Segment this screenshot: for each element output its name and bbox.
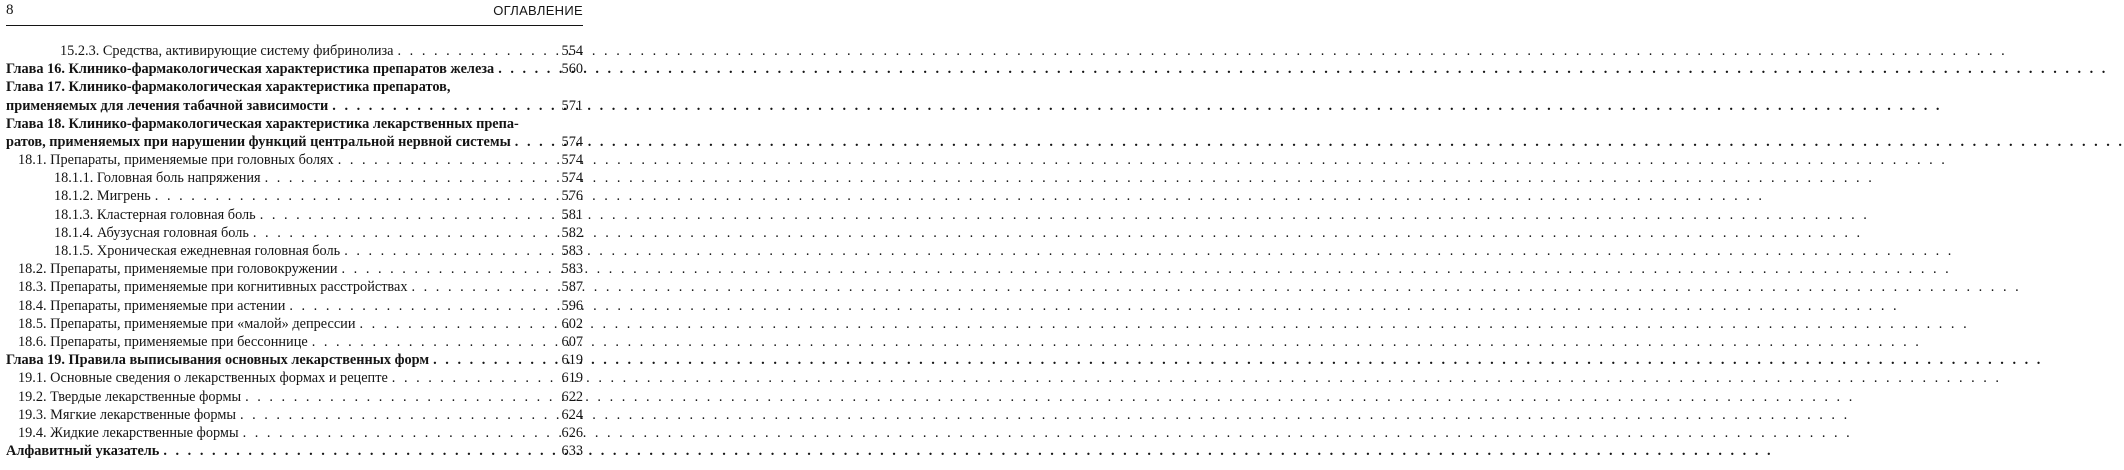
toc-entry[interactable] bbox=[6, 260, 583, 278]
toc-entry-title: Глава 18. Клинико-фармакологическая характеристика лекарственных препа- bbox=[6, 115, 519, 132]
toc-entry-title: Глава 19. Правила выписывания основных лекарственных форм bbox=[6, 352, 430, 369]
toc-entry-page-number: 582 bbox=[561, 224, 583, 241]
toc-entry-title: 19.3. Мягкие лекарственные формы bbox=[18, 406, 236, 423]
toc-entry[interactable] bbox=[6, 60, 583, 78]
toc-entry-title: 19.4. Жидкие лекарственные формы bbox=[18, 424, 239, 441]
toc-entry-page-number: 607 bbox=[561, 333, 583, 350]
toc-entry[interactable] bbox=[6, 206, 583, 224]
dot-leader bbox=[245, 388, 557, 406]
toc-entry[interactable] bbox=[6, 424, 583, 442]
dot-leader bbox=[515, 133, 558, 151]
toc-entry-title: 18.1.2. Мигрень bbox=[54, 188, 151, 205]
toc-entry-title: ратов, применяемых при нарушении функций центральной нервной системы bbox=[6, 133, 511, 150]
dot-leader bbox=[338, 151, 558, 169]
dot-leader bbox=[312, 333, 558, 351]
toc-entry-page-number: 554 bbox=[561, 42, 583, 59]
toc-entry-title: 18.4. Препараты, применяемые при астении bbox=[18, 297, 286, 314]
toc-entry-page-number: 576 bbox=[561, 188, 583, 205]
toc-entry-title: Глава 16. Клинико-фармакологическая характеристика препаратов железа bbox=[6, 61, 495, 78]
dot-leader bbox=[260, 206, 558, 224]
toc-entry-page-number: 602 bbox=[561, 315, 583, 332]
toc-entry-title: 18.6. Препараты, применяемые при бессоннице bbox=[18, 333, 308, 350]
toc-entry-page-number: 574 bbox=[561, 133, 583, 150]
toc-entry[interactable] bbox=[6, 151, 583, 169]
dot-leader bbox=[359, 315, 557, 333]
header-rule bbox=[6, 25, 583, 26]
toc-entry[interactable] bbox=[6, 406, 583, 424]
toc-entry-title: 15.2.3. Средства, активирующие систему фибринолиза bbox=[60, 42, 394, 59]
toc-entry-page-number: 574 bbox=[561, 170, 583, 187]
toc-entry-page-number: 587 bbox=[561, 279, 583, 296]
toc-entry[interactable] bbox=[6, 315, 583, 333]
toc-entry-title: Алфавитный указатель bbox=[6, 443, 160, 460]
toc-entry[interactable] bbox=[6, 224, 583, 242]
toc-entry-title: 18.1.4. Абузусная головная боль bbox=[54, 224, 249, 241]
toc-entry-title: 19.1. Основные сведения о лекарственных формах и рецепте bbox=[18, 370, 388, 387]
toc-entry[interactable] bbox=[6, 188, 583, 206]
toc-entry-title: 19.2. Твердые лекарственные формы bbox=[18, 388, 242, 405]
toc-entry[interactable] bbox=[6, 278, 583, 296]
toc-entry-page-number: 560 bbox=[561, 61, 583, 78]
toc-entry-page-number: 622 bbox=[561, 388, 583, 405]
table-of-contents bbox=[6, 42, 583, 460]
dot-leader bbox=[253, 224, 558, 242]
toc-entry-page-number: 619 bbox=[561, 352, 583, 369]
dot-leader bbox=[155, 187, 558, 205]
toc-entry[interactable] bbox=[6, 133, 583, 151]
toc-entry-title: 18.1. Препараты, применяемые при головных болях bbox=[18, 152, 334, 169]
toc-entry-title: 18.1.3. Кластерная головная боль bbox=[54, 206, 256, 223]
toc-entry[interactable] bbox=[6, 169, 583, 187]
page-number: 8 bbox=[6, 2, 14, 18]
page-header bbox=[6, 2, 583, 22]
toc-entry-page-number: 571 bbox=[561, 97, 583, 114]
toc-entry-title: 18.1.1. Головная боль напряжения bbox=[54, 170, 261, 187]
dot-leader bbox=[412, 278, 558, 296]
dot-leader bbox=[289, 297, 557, 315]
toc-entry-page-number: 624 bbox=[561, 406, 583, 423]
toc-entry[interactable] bbox=[6, 333, 583, 351]
toc-entry-page-number: 583 bbox=[561, 261, 583, 278]
dot-leader bbox=[265, 169, 558, 187]
toc-entry[interactable] bbox=[6, 442, 583, 460]
toc-entry[interactable] bbox=[6, 369, 583, 387]
toc-entry[interactable] bbox=[6, 297, 583, 315]
dot-leader bbox=[392, 369, 558, 387]
toc-entry-page-number: 619 bbox=[561, 370, 583, 387]
running-title: ОГЛАВЛЕНИЕ bbox=[493, 3, 583, 18]
toc-entry-title: 18.1.5. Хроническая ежедневная головная боль bbox=[54, 243, 341, 260]
toc-entry[interactable] bbox=[6, 42, 583, 60]
dot-leader bbox=[433, 351, 557, 369]
toc-entry[interactable] bbox=[6, 351, 583, 369]
toc-entry[interactable] bbox=[6, 242, 583, 260]
dot-leader bbox=[498, 60, 557, 78]
dot-leader bbox=[342, 260, 558, 278]
toc-entry-title: 18.2. Препараты, применяемые при головокружении bbox=[18, 261, 338, 278]
dot-leader bbox=[344, 242, 557, 260]
toc-entry-page-number: 581 bbox=[561, 206, 583, 223]
toc-entry-page-number: 583 bbox=[561, 243, 583, 260]
toc-entry-page-number: 633 bbox=[561, 443, 583, 460]
toc-entry[interactable] bbox=[6, 388, 583, 406]
toc-entry-title: применяемых для лечения табачной зависимости bbox=[6, 97, 329, 114]
toc-entry-title: Глава 17. Клинико-фармакологическая характеристика препаратов, bbox=[6, 79, 451, 96]
toc-entry[interactable] bbox=[6, 78, 583, 96]
dot-leader bbox=[243, 424, 558, 442]
dot-leader bbox=[240, 406, 558, 424]
dot-leader bbox=[398, 42, 558, 60]
dot-leader bbox=[332, 97, 557, 115]
dot-leader bbox=[163, 442, 557, 460]
toc-entry[interactable] bbox=[6, 115, 583, 133]
toc-page bbox=[0, 0, 589, 470]
toc-entry-title: 18.5. Препараты, применяемые при «малой» депрессии bbox=[18, 315, 356, 332]
toc-entry-page-number: 626 bbox=[561, 424, 583, 441]
toc-entry-page-number: 596 bbox=[561, 297, 583, 314]
toc-entry[interactable] bbox=[6, 97, 583, 115]
toc-entry-page-number: 574 bbox=[561, 152, 583, 169]
toc-entry-title: 18.3. Препараты, применяемые при когнитивных расстройствах bbox=[18, 279, 408, 296]
